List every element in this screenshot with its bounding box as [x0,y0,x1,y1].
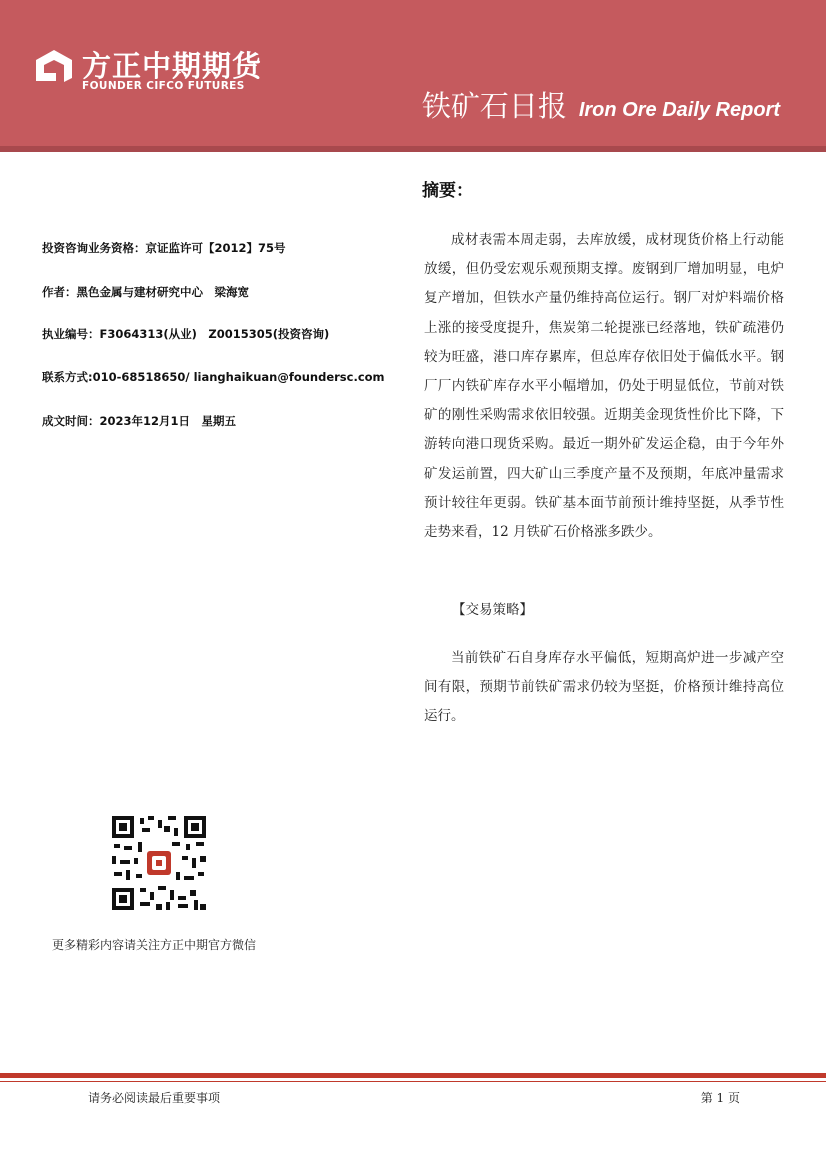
header-bottom-shade [0,146,826,152]
meta-date: 成文时间：2023年12月1日 星期五 [42,414,237,428]
qr-caption: 更多精彩内容请关注方正中期官方微信 [52,938,257,952]
strategy-paragraph: 当前铁矿石自身库存水平偏低，短期高炉进一步减产空间有限，预期节前铁矿需求仍较为坚挺，价格预计维持高位运行。 [424,650,784,725]
report-header [0,0,826,152]
report-title-en: Iron Ore Daily Report [578,99,780,121]
footer-divider-thick [0,1073,826,1078]
strategy-heading: 【交易策略】 [452,602,533,618]
summary-paragraph: 成材表需本周走弱，去库放缓，成材现货价格上行动能放缓，但仍受宏观乐观预期支撑。废钢到厂增加明显，电炉复产增加，但铁水产量仍维持高位运行。钢厂对炉料端价格上涨的接受度提升，焦炭第二轮提涨已经落地，铁矿疏港仍较为旺盛，港口库存累库，但总库存依旧处于偏低水平。钢厂厂内铁矿库存水平小幅增加，仍处于明显低位，节前对铁矿的刚性采购需求依旧较强。近期美金现货性价比下降，下游转向港口现货采购。最近一期外矿发运企稳，由于今年外矿发运前置，四大矿山三季度产量不及预期，年底冲量需求预计较往年更弱。铁矿基本面节前预计维持坚挺，从季节性走势来看，12 月铁矿石价格涨多跌少。 [424,232,784,541]
meta-qualification: 投资咨询业务资格：京证监许可【2012】75号 [42,241,286,255]
report-title [422,84,780,125]
summary-title: 摘要： [422,181,473,201]
footer-disclaimer-note: 请务必阅读最后重要事项 [88,1091,221,1105]
report-title-cn: 铁矿石日报 [421,89,567,123]
meta-contact: 联系方式:010-68518650/ lianghaikuan@foundersc.com [42,370,385,384]
meta-author: 作者：黑色金属与建材研究中心 梁海宽 [42,285,249,299]
footer-divider-thin [0,1081,826,1082]
wechat-qr-code-icon [112,816,206,910]
company-name-cn: 方正中期期货 [82,49,263,83]
company-name-en: FOUNDER CIFCO FUTURES [82,80,245,92]
meta-license-number: 执业编号：F3064313(从业) Z0015305(投资咨询) [42,327,330,341]
company-logo-icon [34,48,74,88]
page-number: 第 1 页 [700,1091,740,1105]
